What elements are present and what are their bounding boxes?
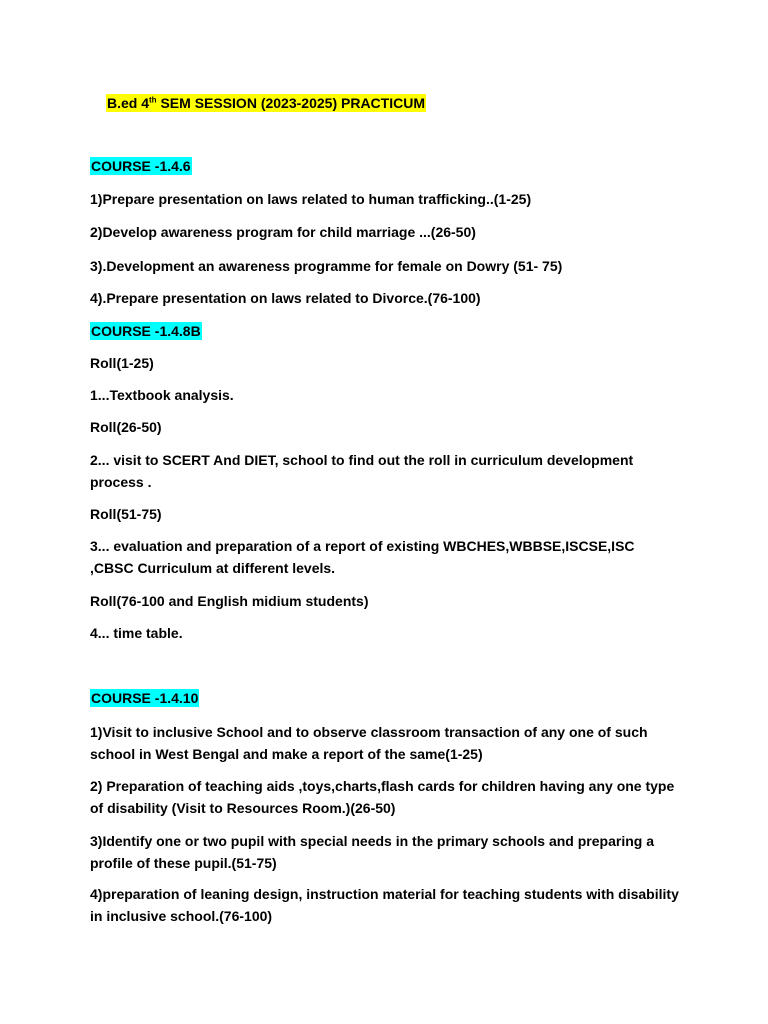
course-1-item: 3).Development an awareness programme for female on Dowry (51- 75) bbox=[90, 258, 563, 274]
course-3-item: 1)Visit to inclusive School and to observe classroom transaction of any one of such school in West Bengal and make a report of the same(1-25) bbox=[90, 724, 648, 762]
course-1-item: 1)Prepare presentation on laws related to human trafficking..(1-25) bbox=[90, 191, 532, 207]
course-2-line: 3... evaluation and preparation of a report of existing WBCHES,WBBSE,ISCSE,ISC ,CBSC Curriculum at different levels. bbox=[90, 538, 635, 576]
course-1-heading bbox=[90, 155, 690, 177]
course-3-item: 2) Preparation of teaching aids ,toys,charts,flash cards for children having any one type of disability (Visit to Resources Room.)(26-50) bbox=[90, 778, 675, 816]
course-3-heading-text: COURSE -1.4.10 bbox=[91, 690, 199, 706]
course-3-item: 4)preparation of leaning design, instruction material for teaching students with disability in inclusive school.(76-100) bbox=[90, 886, 679, 924]
course-2-line: 1...Textbook analysis. bbox=[90, 387, 234, 403]
title-prefix: B.ed 4 bbox=[107, 95, 150, 111]
course-1-item: 4).Prepare presentation on laws related to Divorce.(76-100) bbox=[90, 290, 481, 306]
course-2-heading bbox=[90, 320, 690, 342]
course-2-line: Roll(26-50) bbox=[90, 419, 162, 435]
course-2-line: 2... visit to SCERT And DIET, school to find out the roll in curriculum development process . bbox=[90, 452, 634, 490]
course-2-line: Roll(51-75) bbox=[90, 506, 162, 522]
course-3-item: 3)Identify one or two pupil with special needs in the primary schools and preparing a profile of these pupil.(51-75) bbox=[90, 833, 654, 871]
course-2-heading-text: COURSE -1.4.8B bbox=[91, 323, 201, 339]
course-3-heading bbox=[90, 687, 690, 709]
course-1-heading-text: COURSE -1.4.6 bbox=[91, 158, 191, 174]
title-highlight bbox=[106, 94, 426, 112]
document-title bbox=[106, 92, 706, 114]
course-1-item: 2)Develop awareness program for child marriage ...(26-50) bbox=[90, 224, 476, 240]
course-2-line: Roll(76-100 and English midium students) bbox=[90, 593, 369, 609]
course-2-line: 4... time table. bbox=[90, 625, 183, 641]
course-2-line: Roll(1-25) bbox=[90, 355, 154, 371]
title-superscript: th bbox=[149, 95, 157, 105]
title-rest: SEM SESSION (2023-2025) PRACTICUM bbox=[156, 95, 425, 111]
